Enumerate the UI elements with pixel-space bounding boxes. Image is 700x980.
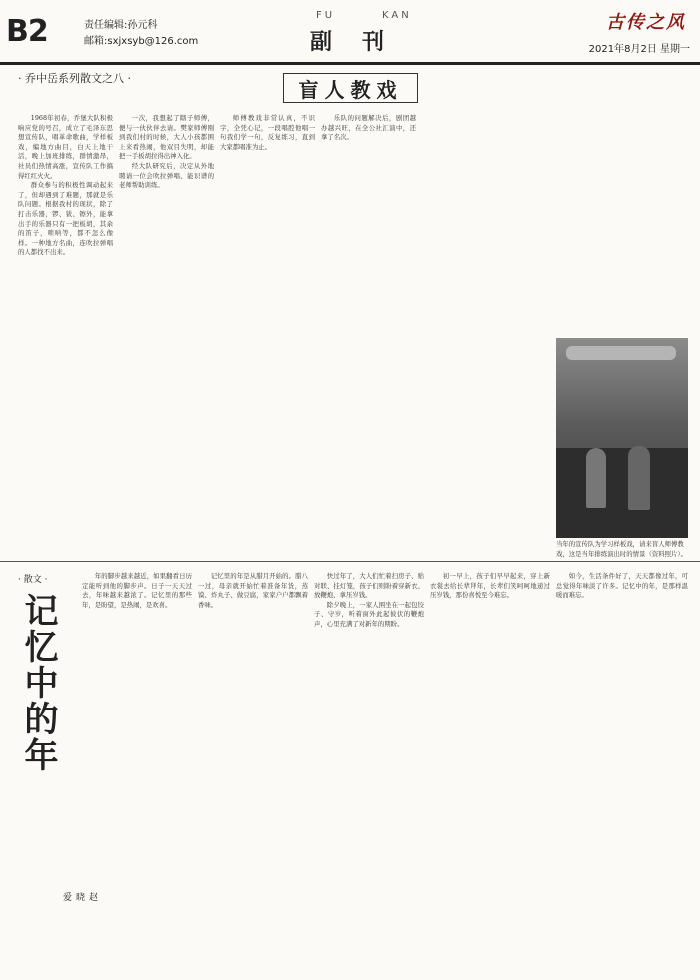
article2-column-2 [198, 572, 308, 972]
photo-caption [556, 540, 688, 559]
section-kan: KAN [382, 10, 412, 21]
performer-figure [628, 446, 650, 510]
article1-column-3 [220, 114, 315, 554]
article2-heading [18, 572, 97, 901]
article2-column-3 [314, 572, 424, 972]
article1-column-4 [321, 114, 416, 554]
article1-paragraph: 一次，我想起了瞎子师傅，便与一伙伙伴去请。樊家师傅刚到我们村的时候，大人小孩都围上来看热闹，他双目失明，却能把一手板胡拉得出神入化。 [119, 114, 214, 161]
article2-column-5 [556, 572, 688, 972]
article1-paragraph: 乐队的问题解决后，剧团越办越兴旺，在全公社汇演中，还拿了名次。 [321, 114, 416, 142]
editor-email: 邮箱:sxjxsyb@126.com [84, 36, 199, 47]
article2-title: 记忆中的年 [18, 593, 58, 773]
article2-paragraph: 记忆里的年是从腊月开始的。腊八一过，母亲就开始忙着准备年货，蒸馍、炸丸子、做豆腐，家家户户都飘着香味。 [198, 572, 308, 609]
editor-name: 责任编辑:孙元科 [84, 20, 158, 31]
masthead [0, 0, 700, 62]
article1-paragraph: 群众参与的积极性调动起来了，但却遇到了难题，那就是乐队问题。根据我村的现状，除了打击乐器，锣、钹、镲外，能拿出手的乐器只有一把板胡，其余的笛子，唢呐等，都不怎么像样。一种地方名曲，连吹拉弹唱的人都找不出来。 [18, 181, 113, 257]
article1-column-2 [119, 114, 214, 554]
article2-column-4 [430, 572, 550, 972]
series-label: · 乔中岳系列散文之八 · [18, 72, 131, 85]
article2-paragraph: 初一早上，孩子们早早起来，穿上新衣裳去给长辈拜年，长辈们笑呵呵地递过压岁钱，那份喜悦至今难忘。 [430, 572, 550, 600]
stage-light [566, 346, 676, 360]
page-number: B2 [6, 14, 48, 49]
article2-kicker: · 散文 · [18, 575, 48, 585]
article1-paragraph: 经大队研究后，决定从外地聘请一位会吹拉弹唱、能识谱的老师帮助训练。 [119, 161, 214, 190]
rehearsal-photo [556, 338, 688, 538]
article1-paragraph: 师傅教戏非常认真，不识字，全凭心记，一段唱腔他唱一句我们学一句，反复练习，直到大家都唱准为止。 [220, 114, 315, 151]
stage-floor [556, 448, 688, 538]
article2-author: 赵晓爱 [61, 892, 97, 901]
article2-paragraph: 年的脚步越来越近，如果翻看日历定能听到他的脚步声。日子一天天过去，年味越来越浓了。记忆里的那些年，是盼望，是热闹，是欢喜。 [82, 572, 192, 609]
article2-paragraph: 如今，生活条件好了，天天都像过年，可总觉得年味淡了许多。记忆中的年，是那样温暖而难忘。 [556, 572, 688, 600]
issue-date: 2021年8月2日 星期一 [588, 44, 690, 55]
article1-paragraph: 1968年初春，乔堡大队积极响应党的号召，成立了毛泽东思想宣传队，唱革命歌曲，学样板戏，编地方曲目，白天上地干活，晚上加班排练，群情激昂，社员们热情高涨，宣传队工作搞得红红火火。 [18, 114, 113, 180]
article1-title: 盲人教戏 [283, 73, 418, 103]
newspaper-brand: 古传之风 [606, 12, 686, 33]
article1-column-1 [18, 114, 113, 554]
performer-figure [586, 448, 606, 508]
header-rule [0, 62, 700, 65]
editor-info [84, 18, 198, 50]
article2-column-1 [82, 572, 192, 972]
section-fu: FU [316, 10, 336, 21]
section-title: 副刊 [310, 29, 415, 55]
photo-caption-text: 当年的宣传队为学习样板戏，请来盲人师傅教戏，这是当年排练演出时的情景（资料照片）。 [556, 540, 688, 558]
article-divider [0, 561, 700, 562]
article2-paragraph: 快过年了，大人们忙着扫房子、贴对联、挂灯笼，孩子们则盼着穿新衣、放鞭炮、拿压岁钱。 [314, 572, 424, 600]
article2-paragraph: 除夕晚上，一家人围坐在一起包饺子、守岁，听着窗外此起彼伏的鞭炮声，心里充满了对新年的期盼。 [314, 600, 424, 628]
